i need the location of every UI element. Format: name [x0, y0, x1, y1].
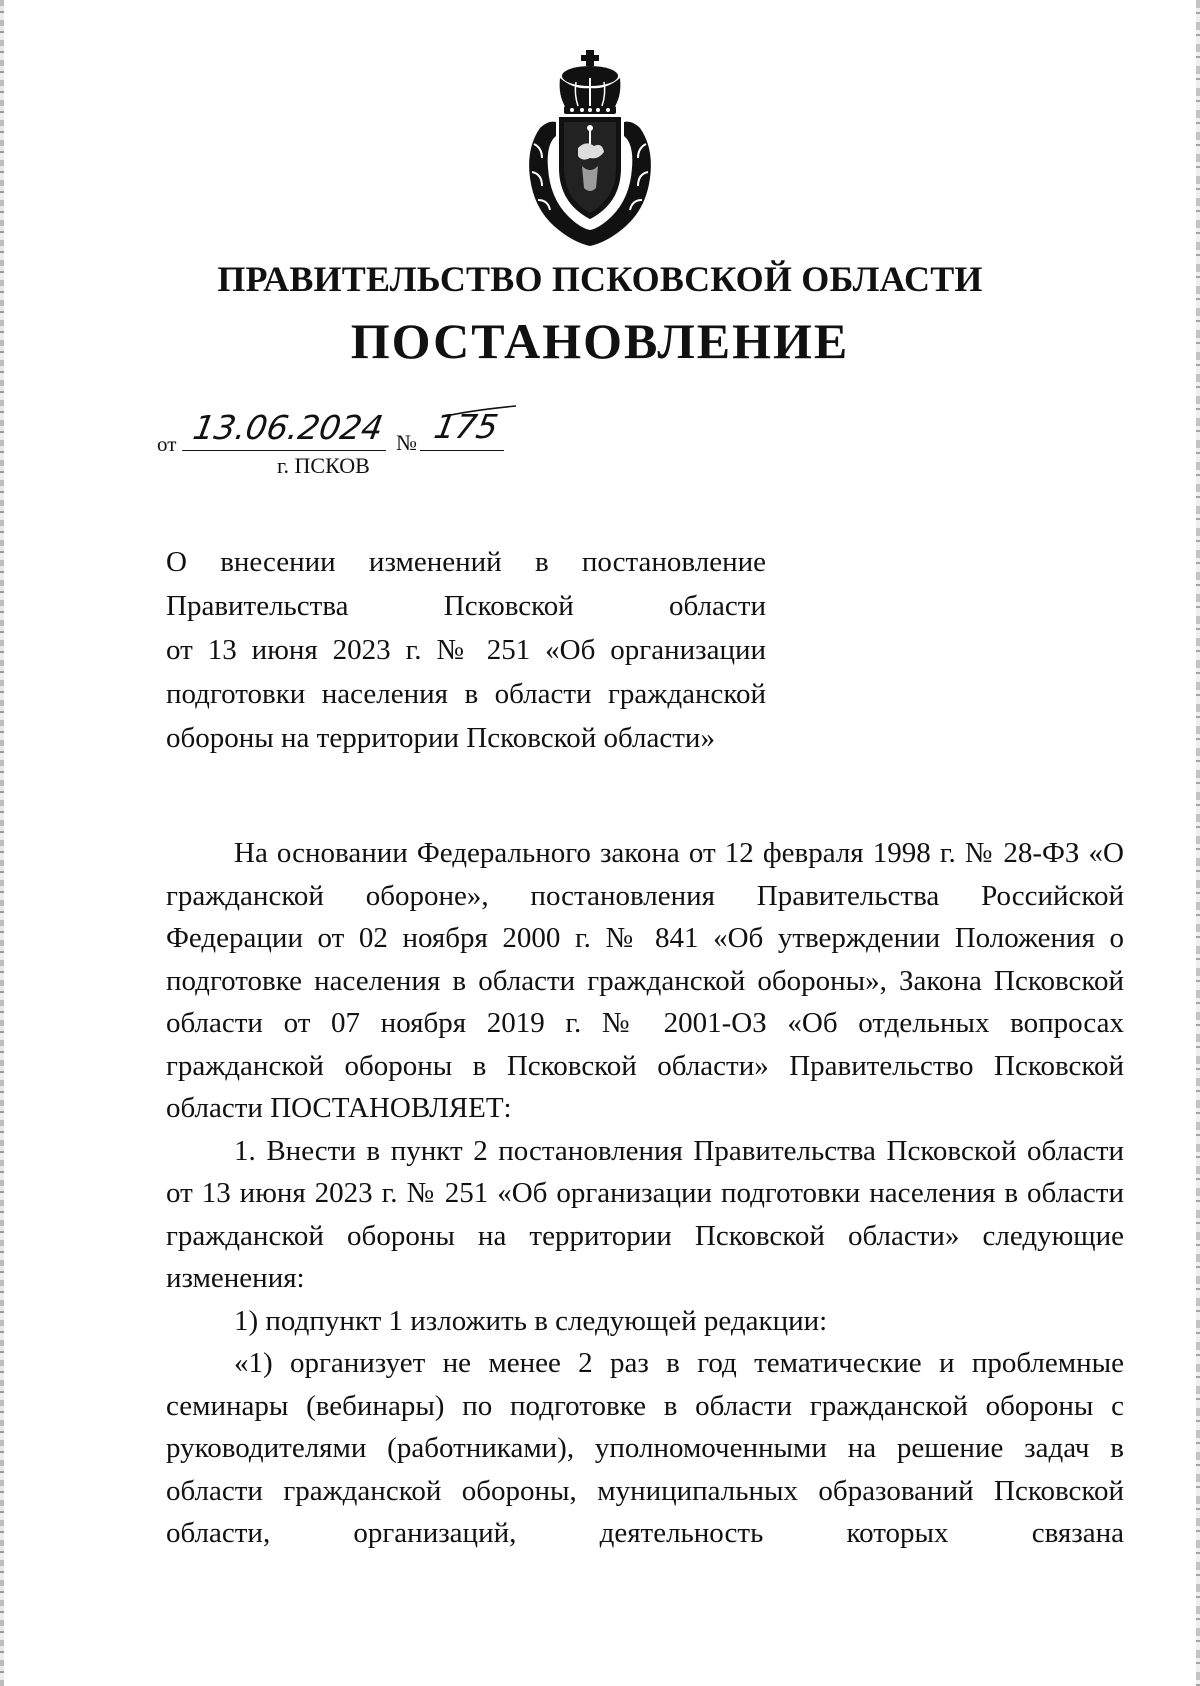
document-type-title: ПОСТАНОВЛЕНИЕ	[350, 313, 850, 369]
subject-line: подготовки населения в области гражданской	[166, 678, 766, 710]
subject-line: Правительства Псковской области	[166, 590, 766, 622]
document-number-handwritten: 175	[420, 404, 512, 451]
subject-line: обороны на территории Псковской области»	[166, 722, 715, 754]
scan-edge-right	[1196, 0, 1200, 1686]
document-number-label: №	[396, 430, 417, 455]
quoted-amendment-paragraph: «1) организует не менее 2 раз в год тематические и проблемные семинары (вебинары) по подготовке в области гражданской обороны с руководителями (работниками), уполномоченными на решение задач в области гражданской обороны, муниципальных образований Псковской области, организаций, деятельность которых связана	[166, 1347, 1124, 1549]
subject-line: О внесении изменений в постановление	[166, 546, 766, 578]
document-body	[166, 832, 1124, 1555]
subitem-1-paragraph: 1) подпункт 1 изложить в следующей редакции:	[234, 1304, 828, 1337]
document-city: г. ПСКОВ	[277, 453, 370, 478]
subject-line: от 13 июня 2023 г. № 251 «Об организации	[166, 634, 766, 666]
date-from-label: от	[157, 432, 177, 456]
item-1-paragraph: 1. Внести в пункт 2 постановления Правительства Псковской области от 13 июня 2023 г. № 251 «Об организации подготовки населения в области гражданской обороны на территории Псковской области» следующие изменения:	[166, 1134, 1124, 1294]
scan-edge-left	[0, 0, 4, 1686]
government-title: ПРАВИТЕЛЬСТВО ПСКОВСКОЙ ОБЛАСТИ	[217, 259, 983, 299]
document-subject	[166, 540, 766, 760]
document-date-handwritten: 13.06.2024	[182, 406, 394, 451]
coat-of-arms-icon	[520, 48, 660, 248]
number-pen-stroke	[444, 404, 518, 418]
preamble-paragraph: На основании Федерального закона от 12 февраля 1998 г. № 28-ФЗ «О гражданской обороне», постановления Правительства Российской Федерации от 02 ноября 2000 г. № 841 «Об утверждении Положения о подготовке населения в области гражданской обороны», Закона Псковской области от 07 ноября 2019 г. № 2001-ОЗ «Об отдельных вопросах гражданской обороны в Псковской области» Правительство Псковской области ПОСТАНОВЛЯЕТ:	[166, 837, 1124, 1124]
